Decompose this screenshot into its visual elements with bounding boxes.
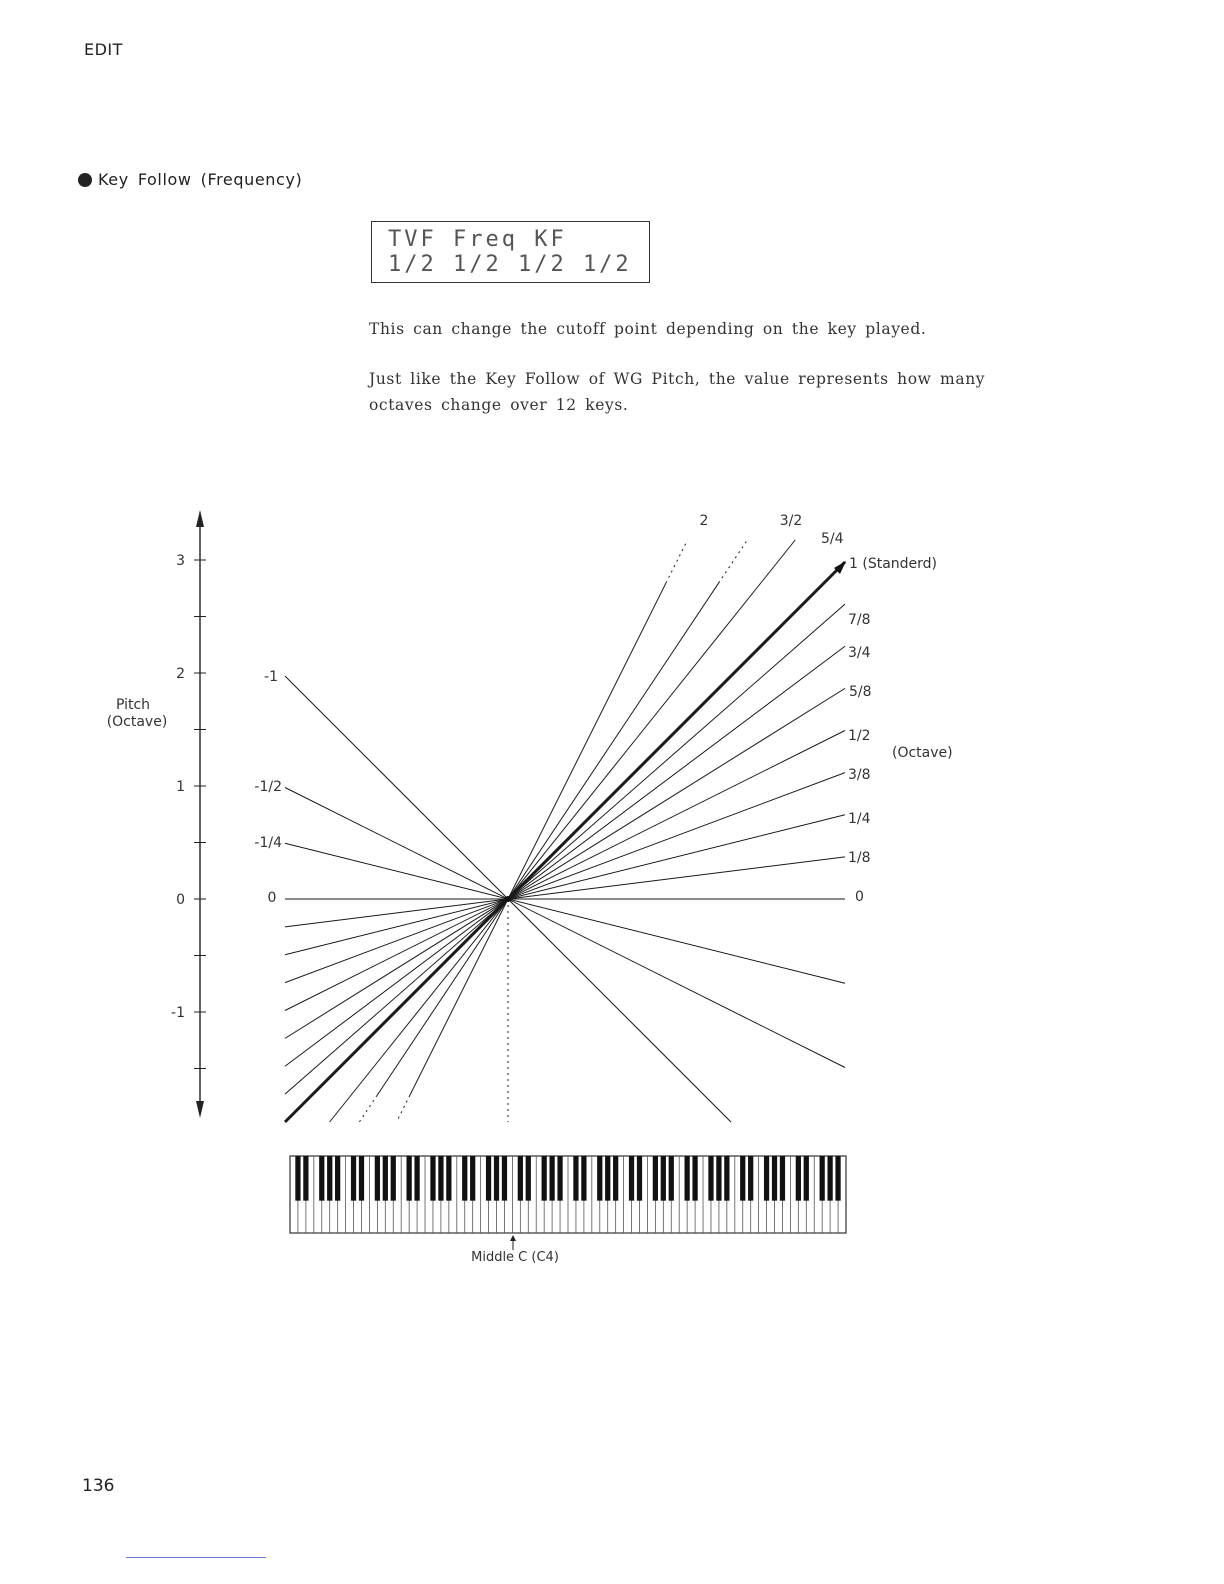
y-axis-label-line-2: (Octave): [106, 714, 168, 730]
black-key: [827, 1156, 832, 1201]
black-key: [542, 1156, 547, 1201]
series-label-3/2: 3/2: [779, 513, 803, 529]
series-label--1: -1: [264, 669, 278, 685]
black-key: [820, 1156, 825, 1201]
series-line-3/8: [285, 773, 845, 983]
black-key: [653, 1156, 658, 1201]
black-key: [661, 1156, 666, 1201]
series-label-2: 2: [699, 513, 709, 529]
black-key: [549, 1156, 554, 1201]
series-line--1/2: [285, 788, 845, 1068]
y-tick-label: -1: [171, 1005, 185, 1021]
middle-c-arrow-icon: [510, 1235, 516, 1241]
black-key: [518, 1156, 523, 1201]
series-line-1: [285, 562, 845, 1122]
black-key: [581, 1156, 586, 1201]
black-key: [605, 1156, 610, 1201]
black-key: [295, 1156, 300, 1201]
y-tick-label: 3: [176, 553, 185, 569]
lcd-line-2: 1/2 1/2 1/2 1/2: [388, 252, 632, 277]
pivot-point: [505, 896, 511, 902]
series-label--1/2: -1/2: [254, 779, 282, 795]
black-key: [613, 1156, 618, 1201]
footer-rule: [126, 1557, 266, 1558]
black-key: [557, 1156, 562, 1201]
middle-c-label: Middle C (C4): [471, 1250, 559, 1265]
black-key: [740, 1156, 745, 1201]
series-line-1/8: [285, 857, 845, 927]
black-key: [486, 1156, 491, 1201]
series-lines: [285, 540, 845, 1122]
y-axis-label-line-1: Pitch: [115, 697, 151, 713]
body-paragraph-2: Just like the Key Follow of WG Pitch, the value represents how many octaves change over 12 keys.: [369, 370, 986, 414]
heading-word-2: Follow: [137, 170, 192, 189]
black-key: [764, 1156, 769, 1201]
black-key: [716, 1156, 721, 1201]
black-key: [685, 1156, 690, 1201]
black-key: [391, 1156, 396, 1201]
series-label-5/8: 5/8: [849, 684, 872, 700]
black-key: [383, 1156, 388, 1201]
body-paragraph-1: This can change the cutoff point depending on the key played.: [369, 320, 927, 338]
series-label-7/8: 7/8: [848, 612, 871, 628]
series-line-5/4: [330, 540, 796, 1122]
lcd-line-1: TVF Freq KF: [388, 227, 567, 252]
black-key: [573, 1156, 578, 1201]
y-axis-down-arrow-icon: [196, 1101, 204, 1118]
y-axis: [171, 510, 206, 1118]
y-axis-up-arrow-icon: [196, 510, 204, 527]
series-label-3/8: 3/8: [848, 767, 871, 783]
black-key: [502, 1156, 507, 1201]
series-label-0-left: 0: [267, 890, 277, 906]
series-label--1/4: -1/4: [254, 835, 282, 851]
series-line-3/4: [285, 646, 845, 1066]
black-key: [748, 1156, 753, 1201]
black-key: [462, 1156, 467, 1201]
black-key: [669, 1156, 674, 1201]
black-key: [335, 1156, 340, 1201]
heading-word-3: (Frequency): [200, 170, 303, 189]
black-key: [494, 1156, 499, 1201]
black-key: [526, 1156, 531, 1201]
black-key: [835, 1156, 840, 1201]
heading-word-1: Key: [98, 170, 129, 189]
black-key: [637, 1156, 642, 1201]
black-key: [351, 1156, 356, 1201]
black-key: [430, 1156, 435, 1201]
series-line-2-tail: [397, 1095, 410, 1122]
series-line-1/2: [285, 731, 845, 1011]
black-key: [796, 1156, 801, 1201]
series-line-7/8: [285, 604, 845, 1094]
page-number: 136: [82, 1476, 115, 1496]
black-key: [597, 1156, 602, 1201]
series-label-5/4: 5/4: [821, 531, 844, 547]
black-key: [724, 1156, 729, 1201]
black-key: [303, 1156, 308, 1201]
series-line-3/2-tail: [719, 540, 748, 583]
black-key: [780, 1156, 785, 1201]
black-key: [327, 1156, 332, 1201]
series-label-1/2: 1/2: [848, 728, 871, 744]
black-key: [804, 1156, 809, 1201]
black-key: [692, 1156, 697, 1201]
black-key: [470, 1156, 475, 1201]
keyboard: [290, 1156, 846, 1250]
series-line-1/4: [285, 815, 845, 955]
series-label-1: 1 (Standerd): [849, 556, 938, 572]
y-tick-label: 2: [176, 666, 185, 682]
series-label-3/4: 3/4: [848, 645, 871, 661]
series-line-5/8: [285, 688, 845, 1038]
black-key: [708, 1156, 713, 1201]
black-key: [319, 1156, 324, 1201]
series-label-0: 0: [855, 889, 864, 905]
black-key: [359, 1156, 364, 1201]
black-key: [772, 1156, 777, 1201]
series-line-2-tail: [666, 540, 688, 583]
series-line--1/4: [285, 843, 845, 983]
black-key: [414, 1156, 419, 1201]
section-label: EDIT: [84, 40, 123, 59]
series-label-1/8: 1/8: [848, 850, 871, 866]
black-key: [375, 1156, 380, 1201]
black-key: [446, 1156, 451, 1201]
series-label-1/4: 1/4: [848, 811, 871, 827]
black-key: [629, 1156, 634, 1201]
right-octave-label: (Octave): [892, 745, 953, 761]
black-key: [407, 1156, 412, 1201]
y-tick-label: 0: [176, 892, 185, 908]
series-line-3/2-tail: [359, 1095, 377, 1122]
y-tick-label: 1: [176, 779, 185, 795]
black-key: [438, 1156, 443, 1201]
